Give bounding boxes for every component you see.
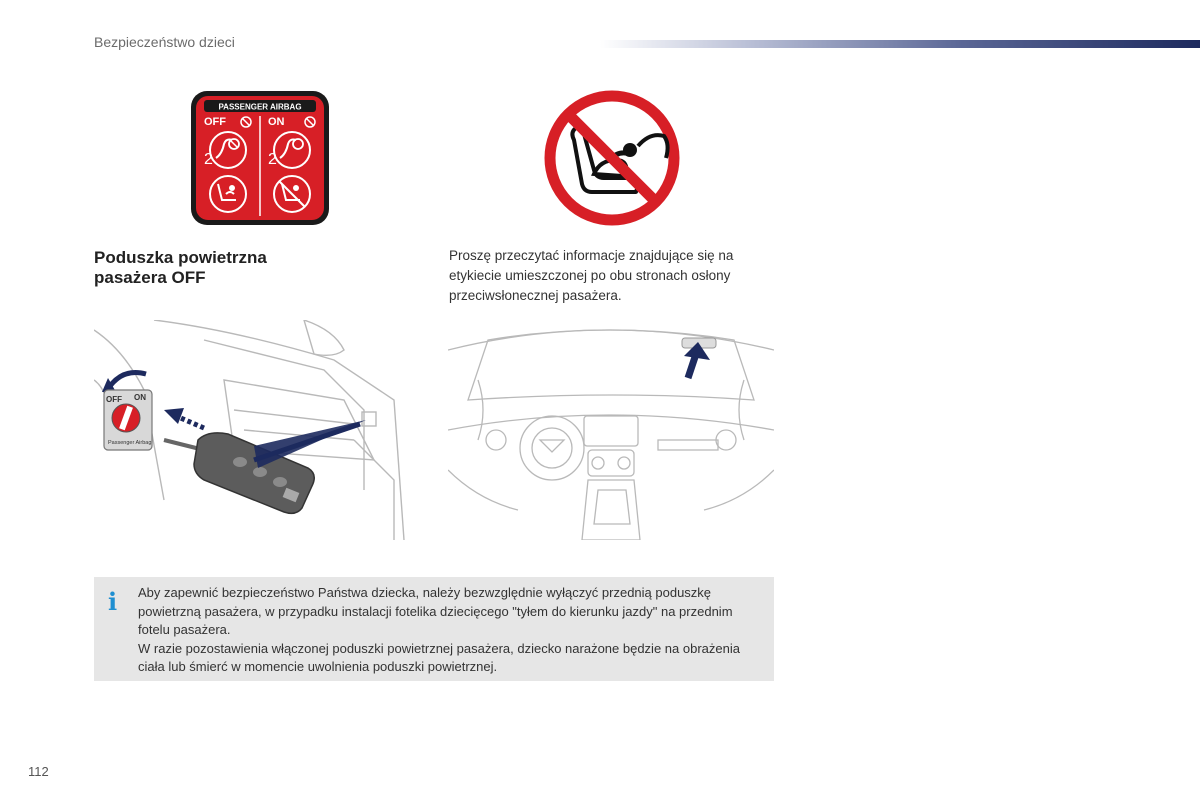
section-title: Bezpieczeństwo dzieci <box>94 34 235 50</box>
note-paragraph-1: Aby zapewnić bezpieczeństwo Państwa dziecka, należy bezwzględnie wyłączyć przednią poduszkę powietrzną pasażera, w przypadku instalacji fotelika dziecięcego "tyłem do kierunku jazdy" na przednim fotelu pasażera. <box>138 585 733 637</box>
info-note-text <box>138 584 748 677</box>
airbag-banner-text: PASSENGER AIRBAG <box>218 102 302 112</box>
no-rear-facing-child-seat-icon <box>544 90 680 226</box>
section-heading <box>94 248 414 288</box>
header-gradient-bar <box>600 40 1200 48</box>
switch-off-text: OFF <box>106 395 122 404</box>
heading-line-2: pasażera OFF <box>94 268 206 287</box>
info-icon: i <box>108 587 118 616</box>
switch-caption-text: Passenger Airbag <box>108 440 152 446</box>
passenger-airbag-label-image <box>190 90 330 226</box>
heading-line-1: Poduszka powietrzna <box>94 248 267 267</box>
switch-on-text: ON <box>134 393 146 402</box>
dashboard-sun-visor-illustration <box>448 320 774 540</box>
label-info-text: Proszę przeczytać informacje znajdujące się na etykiecie umieszczonej po obu stronach osłony przeciwsłonecznej pasażera. <box>449 248 734 303</box>
info-note-box <box>94 577 774 681</box>
airbag-on-text: ON <box>268 116 285 128</box>
svg-text:2: 2 <box>268 151 277 168</box>
airbag-off-text: OFF <box>204 116 226 128</box>
svg-text:2: 2 <box>204 151 213 168</box>
page-number: 112 <box>28 764 49 779</box>
note-paragraph-2: W razie pozostawienia włączonej poduszki powietrznej pasażera, dziecko narażone będzie na obrażenia ciała lub śmierć w momencie uwolnienia poduszki powietrznej. <box>138 640 740 674</box>
airbag-switch-illustration <box>94 320 420 540</box>
airbag-switch <box>104 390 152 450</box>
insert-key-arrow-icon <box>164 408 204 428</box>
